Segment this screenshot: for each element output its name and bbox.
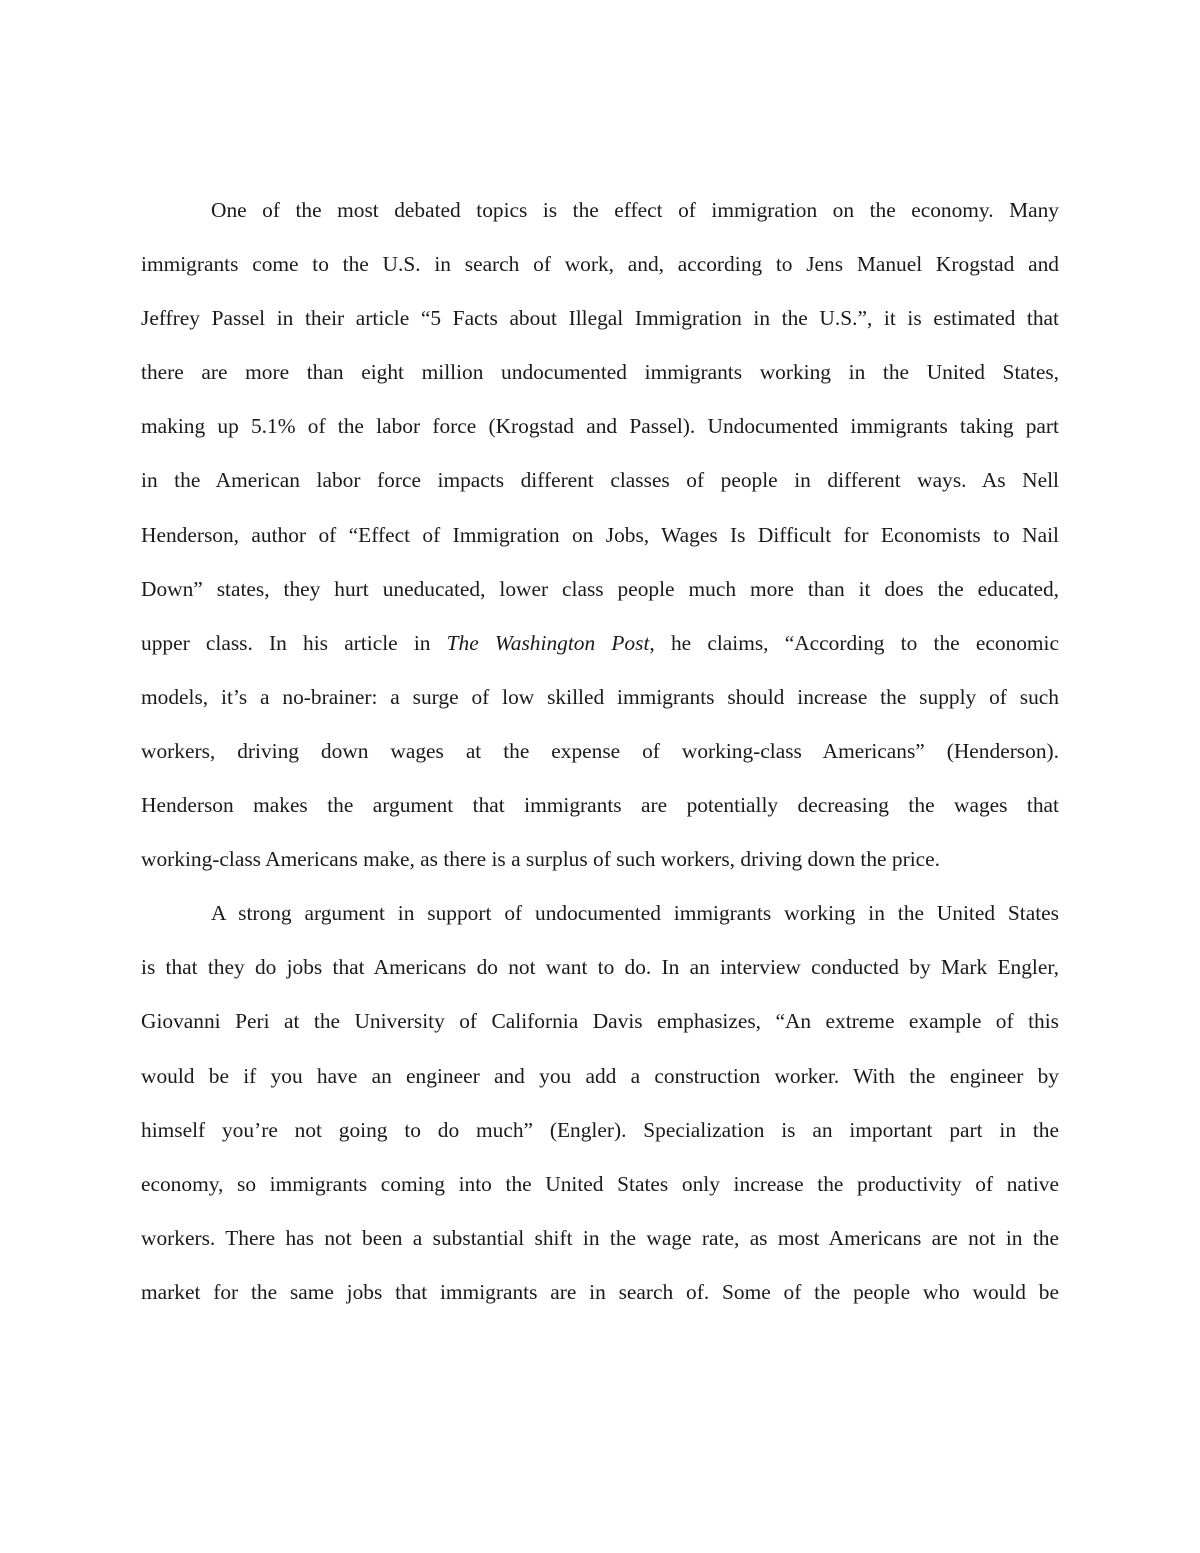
publication-title: The Washington Post	[446, 630, 650, 655]
text-segment: , he claims, “According to the economic	[649, 630, 1059, 655]
text-line: Henderson, author of “Effect of Immigration on Jobs, Wages Is Difficult for Economists to Nail	[141, 522, 1059, 547]
text-line: Giovanni Peri at the University of California Davis emphasizes, “An extreme example of this	[141, 1009, 1059, 1034]
text-line-with-citation	[141, 625, 1059, 679]
text-line: workers. There has not been a substantial shift in the wage rate, as most Americans are not in the	[141, 1225, 1059, 1250]
text-line: immigrants come to the U.S. in search of work, and, according to Jens Manuel Krogstad and	[141, 252, 1059, 277]
text-line: would be if you have an engineer and you add a construction worker. With the engineer by	[141, 1063, 1059, 1088]
text-line: models, it’s a no-brainer: a surge of low skilled immigrants should increase the supply of such	[141, 684, 1059, 709]
text-line: One of the most debated topics is the effect of immigration on the economy. Many	[211, 198, 1059, 222]
text-line: in the American labor force impacts different classes of people in different ways. As Nell	[141, 468, 1059, 493]
text-line: Henderson makes the argument that immigrants are potentially decreasing the wages that	[141, 793, 1059, 818]
text-line: working-class Americans make, as there is a surplus of such workers, driving down the price.	[141, 847, 940, 872]
text-line: Jeffrey Passel in their article “5 Facts about Illegal Immigration in the U.S.”, it is estimated that	[141, 306, 1059, 331]
paragraph-2	[141, 895, 1059, 1328]
text-segment: upper class. In his article in	[141, 630, 447, 655]
text-line: market for the same jobs that immigrants are in search of. Some of the people who would be	[141, 1279, 1059, 1304]
document-body	[141, 192, 1059, 1328]
text-line: making up 5.1% of the labor force (Krogstad and Passel). Undocumented immigrants taking part	[141, 414, 1059, 439]
text-line: economy, so immigrants coming into the United States only increase the productivity of native	[141, 1171, 1059, 1196]
paragraph-1	[141, 192, 1059, 895]
text-line: is that they do jobs that Americans do not want to do. In an interview conducted by Mark Engler,	[141, 955, 1059, 980]
text-line: Down” states, they hurt uneducated, lower class people much more than it does the educated,	[141, 576, 1059, 601]
text-line: A strong argument in support of undocumented immigrants working in the United States	[211, 901, 1059, 926]
text-line: himself you’re not going to do much” (Engler). Specialization is an important part in the	[141, 1117, 1059, 1142]
text-line: there are more than eight million undocumented immigrants working in the United States,	[141, 360, 1059, 385]
text-line: workers, driving down wages at the expense of working-class Americans” (Henderson).	[141, 738, 1059, 763]
